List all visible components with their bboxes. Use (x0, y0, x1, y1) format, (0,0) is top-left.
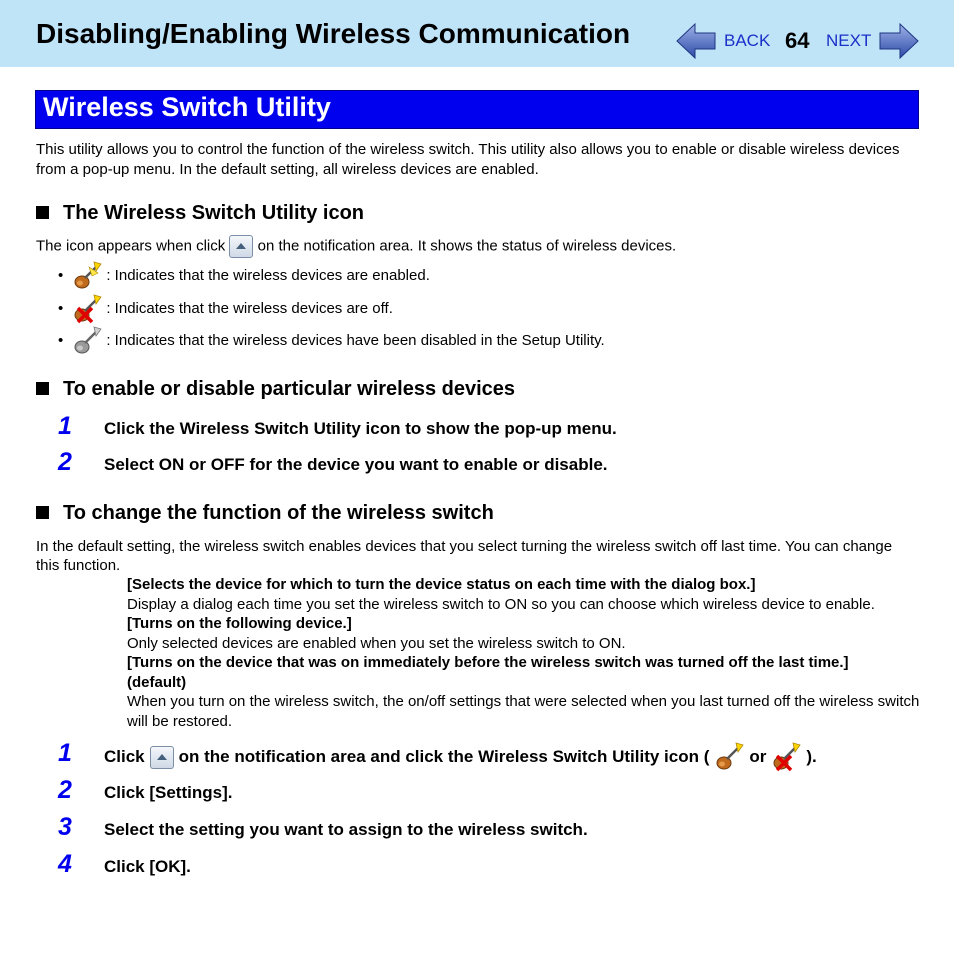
page-number: 64 (785, 28, 810, 53)
wireless-off-icon (72, 294, 102, 324)
bullet-text: : Indicates that the wireless devices have been disabled in the Setup Utility. (106, 331, 605, 349)
step-text-part: or (749, 747, 767, 766)
option-block (127, 575, 922, 731)
square-bullet-icon (36, 382, 49, 395)
step-number: 2 (58, 448, 72, 476)
section-title-bar (35, 90, 919, 129)
step-text-part: on the notification area and click the Wireless Switch Utility icon ( (178, 747, 710, 766)
step-text: Click the Wireless Switch Utility icon to show the pop-up menu. (104, 419, 617, 438)
option-desc: When you turn on the wireless switch, the on/off settings that were selected when you last turned off the wireless switch will be restored. (127, 693, 920, 730)
step-number: 4 (58, 850, 72, 878)
next-link[interactable]: NEXT (826, 31, 872, 50)
step-number: 2 (58, 776, 72, 804)
page-title: Disabling/Enabling Wireless Communication (36, 18, 631, 49)
option-title: [Turns on the device that was on immediately before the wireless switch was turned off the last time.] (default) (127, 654, 849, 691)
heading-text: To enable or disable particular wireless devices (63, 378, 516, 400)
wireless-enabled-icon[interactable] (714, 742, 744, 772)
step-text-part: Click (104, 747, 145, 766)
option-desc: Display a dialog each time you set the wireless switch to ON so you can choose which wireless device to enable. (127, 595, 875, 613)
change-paragraph: In the default setting, the wireless switch enables devices that you select turning the wireless switch off last time. You can change this function. (36, 538, 893, 574)
back-arrow-icon[interactable] (675, 22, 717, 60)
option-desc: Only selected devices are enabled when you set the wireless switch to ON. (127, 634, 626, 652)
wireless-off-icon[interactable] (771, 742, 801, 772)
page-header (0, 0, 954, 67)
step-number: 1 (58, 739, 72, 767)
bullet-text: : Indicates that the wireless devices are enabled. (106, 266, 430, 284)
heading-change-section (36, 502, 494, 525)
step-number: 3 (58, 813, 72, 841)
section-title: Wireless Switch Utility (43, 92, 331, 122)
list-item: • : Indicates that the wireless devices have been disabled in the Setup Utility. (58, 326, 605, 356)
heading-enable-section (36, 378, 515, 401)
step-text: Click [OK]. (104, 857, 191, 876)
bullet-text: : Indicates that the wireless devices are off. (106, 299, 393, 317)
heading-text: To change the function of the wireless switch (63, 502, 494, 524)
heading-text: The Wireless Switch Utility icon (63, 202, 364, 224)
square-bullet-icon (36, 506, 49, 519)
icon-desc-before: The icon appears when click (36, 237, 226, 255)
notification-area-button-icon[interactable] (229, 235, 253, 258)
icon-description (36, 235, 676, 258)
list-item: • : Indicates that the wireless devices are off. (58, 294, 393, 324)
wireless-enabled-icon (72, 261, 102, 291)
step-text: Click [Settings]. (104, 783, 233, 802)
heading-icon-section (36, 202, 364, 225)
intro-paragraph: This utility allows you to control the function of the wireless switch. This utility also allows you to enable or disable wireless devices from a pop-up menu. In the default setting, all wireless devices are enabled. (36, 141, 900, 178)
step-text (104, 742, 817, 772)
next-arrow-icon[interactable] (878, 22, 920, 60)
step-number: 1 (58, 412, 72, 440)
step-text: Select the setting you want to assign to the wireless switch. (104, 820, 588, 839)
step-text: Select ON or OFF for the device you want to enable or disable. (104, 455, 608, 474)
list-item: • : Indicates that the wireless devices are enabled. (58, 261, 430, 291)
step-text-part: ). (806, 747, 817, 766)
wireless-disabled-setup-icon (72, 326, 102, 356)
square-bullet-icon (36, 206, 49, 219)
option-title: [Turns on the following device.] (127, 615, 352, 632)
notification-area-button-icon[interactable] (150, 746, 174, 769)
option-title: [Selects the device for which to turn the device status on each time with the dialog box.] (127, 576, 756, 593)
back-link[interactable]: BACK (724, 31, 771, 50)
icon-desc-after: on the notification area. It shows the status of wireless devices. (257, 237, 677, 255)
